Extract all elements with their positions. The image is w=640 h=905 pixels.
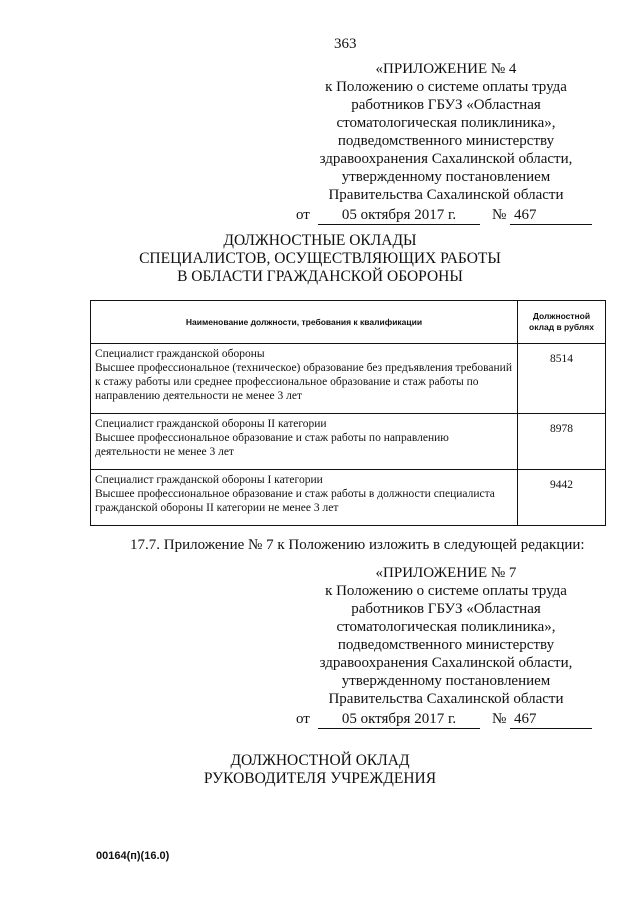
salary-cell: 9442 [518,470,606,526]
table-row [91,344,606,414]
appendix-7-block [296,564,596,730]
position-title: Специалист гражданской обороны II категории [95,418,327,430]
position-cell [91,344,518,414]
number-sign: № [492,711,507,727]
page-number: 363 [334,36,357,52]
document-code: 00164(п)(16.0) [96,850,170,862]
heading-salaries-civil-defense [100,232,540,286]
appendix-4-line: к Положению о системе оплаты труда [325,79,567,95]
table-row [91,470,606,526]
document-number: 467 [510,206,592,225]
salary-cell: 8514 [518,344,606,414]
appendix-7-line: Правительства Сахалинской области [328,691,564,707]
heading-line: ДОЛЖНОСТНОЙ ОКЛАД [230,752,410,769]
document-date: 05 октября 2017 г. [318,206,480,225]
appendix-7-line: здравоохранения Сахалинской области, [319,655,573,671]
appendix-4-line: стоматологическая поликлиника», [336,115,556,131]
column-header-salary: Должностной оклад в рублях [518,301,606,344]
column-header-position: Наименование должности, требования к квалификации [91,301,518,344]
appendix-4-block [296,60,596,226]
appendix-7-line: утвержденному постановлением [341,673,551,689]
appendix-7-line: к Положению о системе оплаты труда [325,583,567,599]
appendix-7-date-row [296,710,596,730]
appendix-4-line: здравоохранения Сахалинской области, [319,151,573,167]
heading-line: ДОЛЖНОСТНЫЕ ОКЛАДЫ [223,232,417,249]
heading-line: В ОБЛАСТИ ГРАЖДАНСКОЙ ОБОРОНЫ [177,268,463,285]
number-sign: № [492,207,507,223]
position-requirements: Высшее профессиональное образование и стаж работы в должности специалиста гражданской обороны II категории не менее 3 лет [95,488,495,514]
position-title: Специалист гражданской обороны I категории [95,474,323,486]
position-cell [91,414,518,470]
salary-cell: 8978 [518,414,606,470]
appendix-4-line: работников ГБУЗ «Областная [351,97,541,113]
appendix-4-line: утвержденному постановлением [341,169,551,185]
appendix-7-line: стоматологическая поликлиника», [336,619,556,635]
document-number: 467 [510,710,592,729]
appendix-4-line: Правительства Сахалинской области [328,187,564,203]
appendix-4-line: подведомственного министерству [337,133,555,149]
appendix-7-title: «ПРИЛОЖЕНИЕ № 7 [375,565,517,581]
appendix-7-line: подведомственного министерству [337,637,555,653]
date-prefix: от [296,207,310,223]
appendix-4-date-row [296,206,596,226]
table-row [91,414,606,470]
salary-table [90,300,606,526]
table-header-row [91,301,606,344]
heading-line: РУКОВОДИТЕЛЯ УЧРЕЖДЕНИЯ [203,770,437,787]
appendix-4-title: «ПРИЛОЖЕНИЕ № 4 [375,61,517,77]
date-prefix: от [296,711,310,727]
heading-line: СПЕЦИАЛИСТОВ, ОСУЩЕСТВЛЯЮЩИХ РАБОТЫ [139,250,501,267]
position-requirements: Высшее профессиональное (техническое) образование без предъявления требований к стажу работы или среднее профессиональное образование и стаж работы по направлению деятельности не менее 3 лет [95,362,512,402]
document-date: 05 октября 2017 г. [318,710,480,729]
heading-director-salary [100,752,540,788]
position-cell [91,470,518,526]
position-title: Специалист гражданской обороны [95,348,265,360]
amendment-paragraph: 17.7. Приложение № 7 к Положению изложить в следующей редакции: [130,537,585,553]
appendix-7-line: работников ГБУЗ «Областная [351,601,541,617]
position-requirements: Высшее профессиональное образование и стаж работы по направлению деятельности не менее 3 лет [95,432,449,458]
